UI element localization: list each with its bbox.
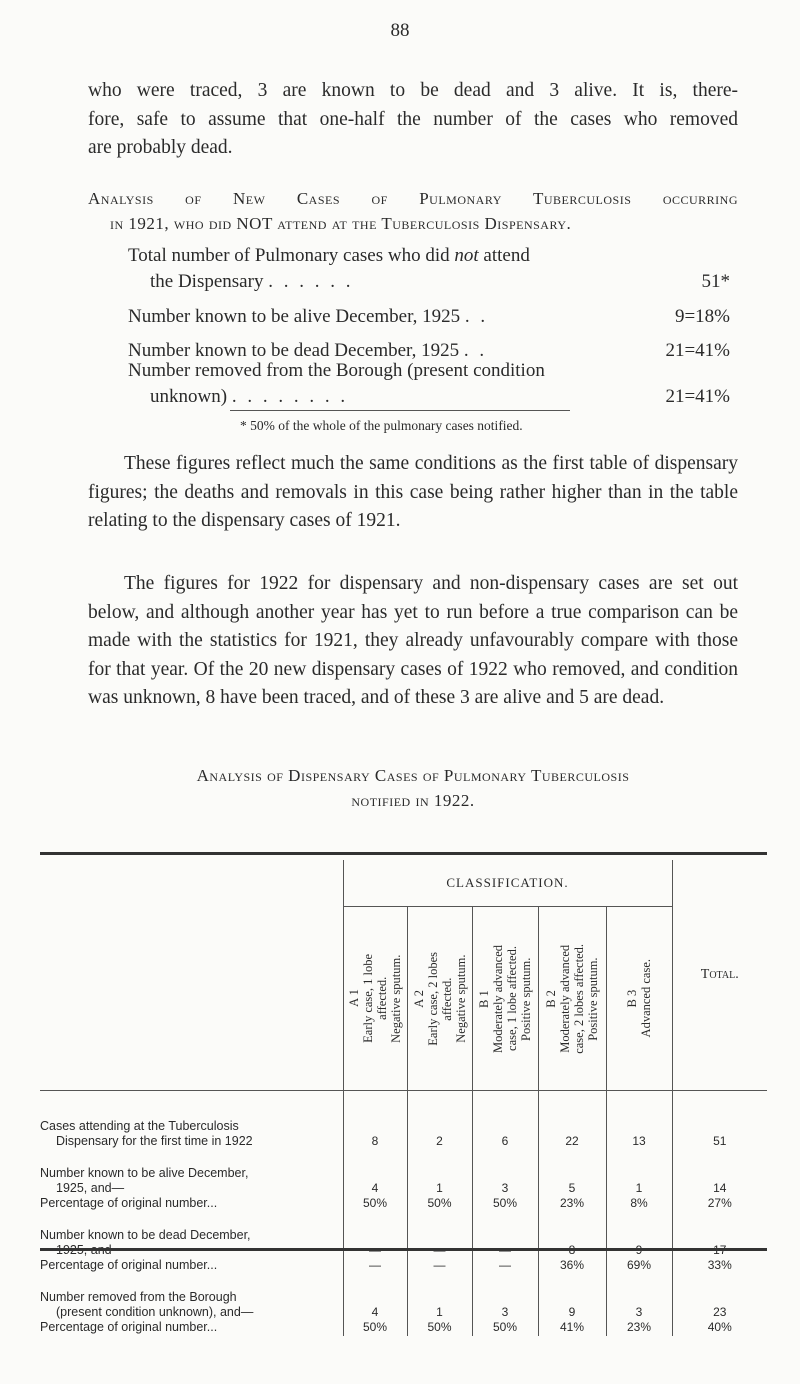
- percentage-value: 8%: [630, 1196, 648, 1210]
- count-value: 14: [713, 1181, 727, 1195]
- classification-column-line: case, 1 lobe affected.: [505, 946, 519, 1051]
- classification-column-line: case, 2 lobes affected.: [572, 943, 586, 1054]
- leader-dots: . .: [464, 306, 489, 327]
- leader-dots: . . . . . .: [268, 271, 354, 292]
- summary-label-cont: [128, 384, 650, 410]
- summary-row-removed: [128, 358, 738, 410]
- summary-label-cont: [128, 269, 650, 295]
- count-value: 5: [568, 1181, 576, 1195]
- count-value: 1: [436, 1181, 443, 1195]
- page-number: 88: [390, 20, 410, 41]
- classification-column-line: Negative sputum.: [453, 954, 468, 1043]
- row-label: [40, 1150, 343, 1212]
- table-row: [40, 1150, 767, 1212]
- percentage-value: 33%: [707, 1258, 732, 1272]
- classification-header: CLASSIFICATION.: [343, 860, 672, 907]
- percentage-value: 69%: [626, 1258, 652, 1272]
- section2-heading-line2: notified in 1922.: [351, 791, 475, 810]
- percentage-value: 50%: [362, 1196, 388, 1210]
- summary-label: [128, 304, 628, 330]
- classification-column-line: A 1: [347, 989, 361, 1008]
- classification-column-line: Early case, 2 lobes: [425, 951, 440, 1046]
- table-bottom-rule: [40, 1248, 767, 1251]
- summary-label-line2: the Dispensary: [150, 271, 264, 292]
- count-cell: [606, 1274, 672, 1336]
- summary-value: 51*: [701, 271, 730, 292]
- classification-column-line: B 2: [544, 989, 558, 1008]
- table-row: [40, 1212, 767, 1274]
- paragraph-2: These figures reflect much the same conditions as the first table of dispensary figures; the deaths and removals in this case being rather higher than in the table relating to the dispensary cases of 1921.: [88, 453, 738, 531]
- count-value: 6: [501, 1134, 509, 1148]
- classification-column-header: [407, 907, 472, 1091]
- count-cell: [343, 1212, 407, 1274]
- classification-column-header: [538, 907, 606, 1091]
- summary-label: Total number of Pulmonary cases who did not attend: [128, 245, 530, 266]
- classification-column-line: Moderately advanced: [491, 944, 505, 1053]
- count-value: 1: [436, 1305, 443, 1319]
- count-cell: [606, 1212, 672, 1274]
- summary-label-line1: Number known to be alive December, 1925: [128, 306, 461, 327]
- classification-column-text: [477, 945, 533, 1053]
- count-value: 8: [371, 1134, 379, 1148]
- count-value: 3: [501, 1181, 509, 1195]
- classification-column-line: A 2: [411, 989, 426, 1008]
- row-label: [40, 1091, 343, 1151]
- leader-dots: . . . . . . . .: [231, 386, 349, 407]
- intro-line: are probably dead.: [88, 137, 233, 158]
- section1-heading: [88, 186, 738, 236]
- count-value: 51: [713, 1134, 727, 1148]
- percentage-value: 40%: [707, 1320, 732, 1334]
- count-cell: [343, 1091, 407, 1151]
- count-cell: [407, 1274, 472, 1336]
- summary-value: 9=18%: [674, 306, 730, 327]
- classification-column-line: Positive sputum.: [519, 956, 533, 1041]
- dispensary-analysis-table: [40, 860, 767, 1336]
- intro-paragraph: [88, 77, 738, 163]
- percentage-value: —: [499, 1258, 511, 1272]
- classification-column-header: [472, 907, 538, 1091]
- classification-column-text: [412, 952, 468, 1046]
- percentage-label: Percentage of original number...: [40, 1258, 218, 1272]
- count-cell: [538, 1150, 606, 1212]
- footnote: * 50% of the whole of the pulmonary cases notified.: [240, 418, 523, 433]
- classification-column-text: [347, 954, 403, 1043]
- count-cell: [343, 1150, 407, 1212]
- row-label-line: Dispensary for the first time in 1922: [56, 1134, 253, 1148]
- count-cell: [538, 1091, 606, 1151]
- table-corner: [40, 860, 343, 1091]
- intro-line: who were traced, 3 are known to be dead and 3 alive. It is, there-: [88, 80, 738, 101]
- percentage-value: 50%: [427, 1320, 452, 1334]
- classification-column-line: affected.: [439, 976, 454, 1021]
- emphasis-not: not: [454, 245, 479, 266]
- classification-column-line: Positive sputum.: [586, 956, 600, 1041]
- table-row: [40, 1274, 767, 1336]
- classification-column-text: [544, 944, 600, 1054]
- table-top-rule: [40, 852, 767, 855]
- count-value: 4: [371, 1181, 379, 1195]
- row-label: [40, 1212, 343, 1274]
- classification-column-header: [343, 907, 407, 1091]
- intro-line: fore, safe to assume that one-half the number of the cases who removed: [88, 108, 738, 130]
- section2-heading-line1: Analysis of Dispensary Cases of Pulmonary Tuberculosis: [196, 766, 630, 785]
- count-cell: [538, 1212, 606, 1274]
- classification-column-header: [606, 907, 672, 1091]
- summary-label: Number removed from the Borough (present condition: [128, 360, 545, 381]
- summary-row-total: [128, 243, 738, 295]
- summary-label-line1: Number known to be dead December, 1925: [128, 340, 460, 361]
- summary-row-alive: [128, 304, 738, 330]
- percentage-value: 50%: [492, 1320, 518, 1334]
- count-cell: [472, 1150, 538, 1212]
- count-value: 3: [501, 1305, 509, 1319]
- total-cell: [672, 1091, 767, 1151]
- classification-column-line: B 1: [477, 989, 491, 1008]
- percentage-value: 23%: [626, 1320, 652, 1334]
- count-value: 3: [635, 1305, 643, 1319]
- count-value: 23: [713, 1305, 727, 1319]
- row-label-line: Cases attending at the Tuberculosis: [40, 1119, 239, 1133]
- total-cell: [672, 1212, 767, 1274]
- paragraph-3: The figures for 1922 for dispensary and non-dispensary cases are set out below, and although another year has yet to run before a true comparison can be made with the statistics for 1921, they already unfavourably compare with those for that year. Of the 20 new dispensary cases of 1922 who removed, and condition was unknown, 8 have been traced, and of these 3 are alive and 5 are dead.: [88, 573, 738, 708]
- total-cell: [672, 1274, 767, 1336]
- row-label-line: Number removed from the Borough: [40, 1290, 237, 1304]
- count-cell: [472, 1091, 538, 1151]
- percentage-value: 36%: [559, 1258, 585, 1272]
- percentage-value: 23%: [559, 1196, 585, 1210]
- count-cell: [472, 1274, 538, 1336]
- row-label: [40, 1274, 343, 1336]
- classification-column-line: Moderately advanced: [558, 944, 572, 1053]
- section1-heading-line1: Analysis of New Cases of Pulmonary Tuberculosis occurring: [88, 189, 738, 208]
- percentage-value: —: [433, 1258, 446, 1272]
- count-cell: [472, 1212, 538, 1274]
- classification-column-line: Negative sputum.: [389, 954, 403, 1043]
- row-label-line: 1925, and—: [56, 1181, 125, 1195]
- percentage-value: 27%: [707, 1196, 732, 1210]
- count-value: 2: [436, 1134, 443, 1148]
- count-cell: [606, 1150, 672, 1212]
- classification-column-text: [625, 959, 653, 1037]
- count-value: 13: [632, 1134, 646, 1148]
- count-cell: [343, 1274, 407, 1336]
- section1-heading-line2: in 1921, who did NOT attend at the Tuberculosis Dispensary.: [110, 214, 572, 233]
- total-cell: [672, 1150, 767, 1212]
- percentage-label: Percentage of original number...: [40, 1320, 218, 1334]
- count-value: 1: [635, 1181, 643, 1195]
- percentage-value: 50%: [362, 1320, 388, 1334]
- percentage-value: 50%: [427, 1196, 452, 1210]
- row-label-line: (present condition unknown), and—: [56, 1305, 254, 1319]
- summary-value: 21=41%: [665, 386, 730, 407]
- percentage-value: —: [369, 1258, 381, 1272]
- classification-column-line: Early case, 1 lobe: [361, 954, 375, 1043]
- classification-column-line: Advanced case.: [639, 959, 653, 1038]
- count-cell: [538, 1274, 606, 1336]
- row-label-line: Number known to be dead December,: [40, 1228, 251, 1242]
- row-label-line: Number known to be alive December,: [40, 1166, 249, 1180]
- count-cell: [407, 1091, 472, 1151]
- footnote-rule: [230, 410, 570, 411]
- count-cell: [407, 1150, 472, 1212]
- count-cell: [606, 1091, 672, 1151]
- percentage-value: 41%: [559, 1320, 585, 1334]
- classification-column-line: affected.: [375, 976, 389, 1021]
- count-value: 22: [565, 1134, 579, 1148]
- percentage-label: Percentage of original number...: [40, 1196, 218, 1210]
- total-header: Total.: [672, 860, 767, 1091]
- count-cell: [407, 1212, 472, 1274]
- percentage-value: 50%: [492, 1196, 518, 1210]
- summary-label-line2: unknown): [150, 386, 228, 407]
- table-row: [40, 1091, 767, 1151]
- classification-column-line: B 3: [625, 989, 639, 1008]
- section2-heading: [88, 763, 738, 813]
- count-value: 4: [371, 1305, 379, 1319]
- leader-dots: . .: [463, 340, 488, 361]
- summary-value: 21=41%: [665, 340, 730, 361]
- count-value: 9: [568, 1305, 576, 1319]
